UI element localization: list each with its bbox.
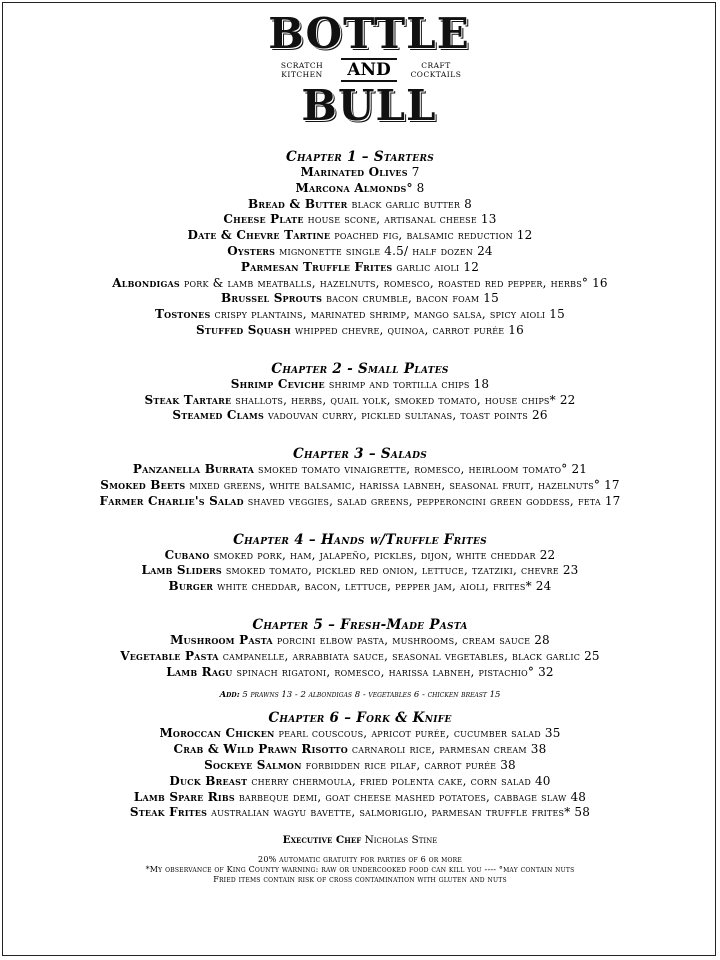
item-name: Lamb Spare Ribs [133, 789, 235, 804]
menu-item [3, 758, 717, 774]
item-name: Oysters [227, 243, 276, 258]
item-name: Burger [168, 579, 214, 594]
menu-item [3, 212, 717, 228]
menu-item [3, 649, 717, 665]
item-description: bacon crumble, bacon foam 15 [326, 291, 499, 306]
item-description: 8 [416, 180, 425, 195]
menu-item [3, 579, 717, 595]
logo-right-tag: CRAFT COCKTAILS [410, 61, 462, 79]
item-name: Panzanella Burrata [132, 462, 255, 477]
item-name: Shrimp Ceviche [230, 376, 325, 391]
menu-item [3, 665, 717, 681]
item-description: crispy plantains, marinated shrimp, mango salsa, spicy aioli 15 [214, 307, 565, 322]
item-name: Cubano [164, 547, 210, 562]
item-description: 7 [411, 165, 420, 179]
item-description: black garlic butter 8 [351, 196, 472, 211]
item-description: barbeque demi, goat cheese mashed potatoes, cabbage slaw 48 [238, 789, 587, 804]
menu-item [3, 260, 717, 276]
item-description: smoked tomato vinaigrette, romesco, heirloom tomato° 21 [258, 462, 588, 477]
menu-item [3, 478, 717, 494]
item-description: shaved veggies, salad greens, pepperoncini green goddess, feta 17 [247, 493, 621, 508]
item-description: mixed greens, white balsamic, harissa labneh, seasonal fruit, hazelnuts° 17 [189, 477, 620, 492]
item-name: Cheese Plate [223, 212, 304, 227]
menu-item [3, 276, 717, 292]
item-name: Stuffed Squash [196, 322, 291, 337]
menu-body [3, 149, 717, 885]
menu-item [3, 408, 717, 424]
menu-item [3, 165, 717, 181]
item-description: carnaroli rice, parmesan cream 38 [351, 742, 547, 757]
item-name: Brussel Sprouts [221, 291, 323, 306]
item-description: pork & lamb meatballs, hazelnuts, romesco, roasted red pepper, herbs° 16 [183, 275, 608, 290]
item-description: mignonette single 4.5/ half dozen 24 [279, 243, 493, 258]
menu-item [3, 228, 717, 244]
item-description: smoked tomato, pickled red onion, lettuce, tzatziki, chevre 23 [225, 563, 579, 578]
item-name: Albondigas [112, 275, 180, 290]
logo-top-word: BOTTLE [268, 9, 470, 58]
item-name: Marcona Almonds° [295, 180, 413, 195]
item-description: white cheddar, bacon, lettuce, pepper jam, aioli, frites* 24 [217, 579, 552, 594]
menu-item [3, 790, 717, 806]
item-name: Moroccan Chicken [159, 726, 275, 741]
menu-item [3, 742, 717, 758]
item-description: smoked pork, ham, jalapeño, pickles, dijon, white cheddar 22 [213, 547, 556, 562]
item-name: Date & Chevre Tartine [187, 228, 331, 243]
logo-bottom-word: BULL [301, 81, 437, 130]
chef-label: Executive Chef [282, 834, 362, 847]
menu-item [3, 462, 717, 478]
item-name: Lamb Sliders [141, 563, 222, 578]
item-name: Bread & Butter [248, 196, 348, 211]
chapter-title: Chapter 6 – Fork & Knife [268, 710, 452, 727]
item-description: poached fig, balsamic reduction 12 [334, 228, 533, 243]
item-description: whipped chevre, quinoa, carrot purée 16 [294, 322, 524, 337]
addons-text: 5 prawns 13 - 2 albondigas 8 - vegetables 6 - chicken breast 15 [242, 690, 501, 701]
addons-label: Add: [219, 690, 240, 701]
item-description: vadouvan curry, pickled sultanas, toast points 26 [267, 408, 548, 423]
item-description: australian wagyu bavette, salmoriglio, parmesan truffle frites* 58 [211, 805, 591, 820]
item-name: Duck Breast [169, 773, 248, 788]
item-name: Crab & Wild Prawn Risotto [173, 742, 348, 757]
item-name: Tostones [155, 307, 211, 322]
item-description: house scone, artisanal cheese 13 [307, 212, 497, 227]
menu-item [3, 633, 717, 649]
item-name: Sockeye Salmon [204, 757, 302, 772]
chapter-title: Chapter 1 – Starters [285, 149, 435, 165]
menu-item [3, 805, 717, 821]
chef-name: Nicholas Stine [364, 834, 438, 847]
bottle-and-bull-logo [263, 9, 475, 130]
menu-item [3, 726, 717, 742]
item-name: Parmesan Truffle Frites [240, 259, 393, 274]
menu-item [3, 377, 717, 393]
menu-item [3, 197, 717, 213]
item-description: campanelle, arrabbiata sauce, seasonal vegetables, black garlic 25 [222, 648, 600, 663]
item-description: porcini elbow pasta, mushrooms, cream sauce 28 [276, 632, 550, 647]
item-name: Smoked Beets [100, 477, 186, 492]
menu-item [3, 307, 717, 323]
menu-item [3, 181, 717, 197]
item-name: Steak Frites [129, 805, 208, 820]
menu-item [3, 291, 717, 307]
item-name: Vegetable Pasta [120, 648, 219, 663]
item-description: spinach rigatoni, romesco, harissa labneh, pistachio° 32 [236, 664, 554, 679]
item-description: garlic aioli 12 [396, 259, 480, 274]
item-name: Steak Tartare [144, 392, 232, 407]
menu-item [3, 323, 717, 339]
chapter-title: Chapter 3 – Salads [292, 446, 428, 463]
pasta-addons [3, 688, 717, 702]
menu-page [2, 2, 716, 956]
item-description: shallots, herbs, quail yolk, smoked tomato, house chips* 22 [235, 392, 576, 407]
gratuity-note: 20% automatic gratuity for parties of 6 or more [258, 855, 462, 865]
menu-item [3, 548, 717, 564]
item-name: Lamb Ragu [166, 664, 233, 679]
logo-left-tag: SCRATCH KITCHEN [280, 61, 324, 79]
logo-and: AND [341, 58, 396, 82]
item-name: Farmer Charlie's Salad [99, 493, 244, 508]
chapter-title: Chapter 2 - Small Plates [271, 360, 449, 377]
menu-item [3, 494, 717, 510]
item-name: Steamed Clams [172, 408, 264, 423]
item-description: shrimp and tortilla chips 18 [328, 376, 490, 391]
health-warning-note: *My observance of King County warning: raw or undercooked food can kill you ---- °may contain nuts [145, 865, 575, 875]
chapter-title: Chapter 4 – Hands w/Truffle Frites [233, 531, 487, 548]
item-description: cherry chermoula, fried polenta cake, corn salad 40 [251, 773, 551, 788]
menu-item [3, 393, 717, 409]
menu-item [3, 563, 717, 579]
chapter-title: Chapter 5 – Fresh-Made Pasta [252, 616, 468, 633]
executive-chef [3, 833, 717, 847]
item-name: Mushroom Pasta [170, 632, 273, 647]
allergen-note: Fried items contain risk of cross contamination with gluten and nuts [213, 875, 507, 885]
item-name: Marinated Olives [300, 165, 408, 179]
menu-item [3, 774, 717, 790]
menu-item [3, 244, 717, 260]
item-description: forbidden rice pilaf, carrot purée 38 [305, 757, 516, 772]
item-description: pearl couscous, apricot purée, cucumber salad 35 [278, 726, 561, 741]
